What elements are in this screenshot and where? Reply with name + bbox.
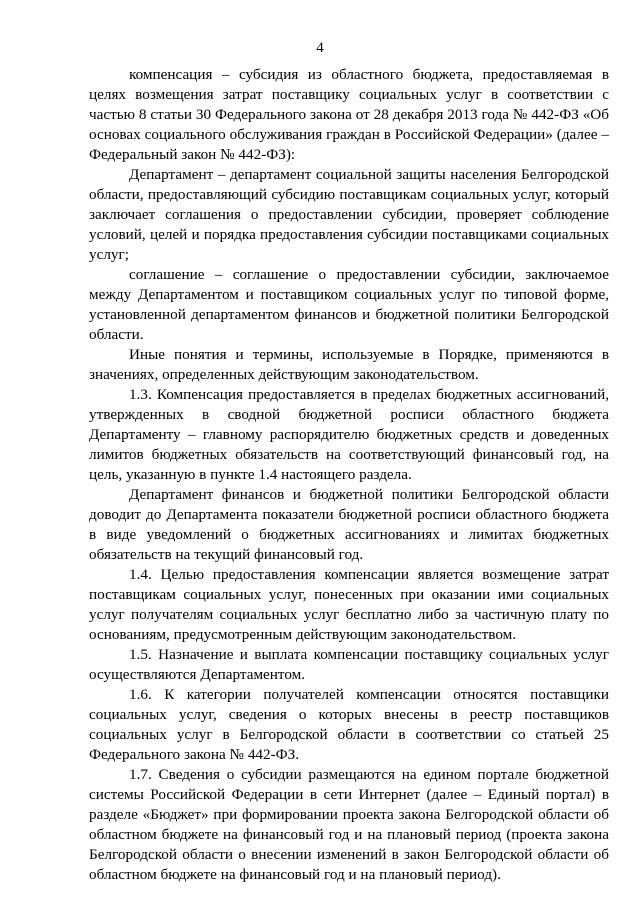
page-number: 4 xyxy=(316,40,324,56)
paragraph-compensation-definition: компенсация – субсидия из областного бюджета, предоставляемая в целях возмещения затрат поставщику социальных услуг в соответствии с частью 8 статьи 30 Федерального закона от 28 декабря 2013 года № 442-ФЗ «Об основах социального обслуживания граждан в Российской Федерации» (далее – Федеральный закон № 442-ФЗ): xyxy=(89,66,609,163)
paragraph-finance-department: Департамент финансов и бюджетной политики Белгородской области доводит до Департамента показатели бюджетной росписи областного бюджета в виде уведомлений о бюджетных ассигнованиях и лимитах бюджетных обязательств на текущий финансовый год. xyxy=(89,486,609,563)
paragraph-1-5: 1.5. Назначение и выплата компенсации поставщику социальных услуг осуществляются Департаментом. xyxy=(89,646,609,683)
paragraph-1-3: 1.3. Компенсация предоставляется в пределах бюджетных ассигнований, утвержденных в сводной бюджетной росписи областного бюджета Департаменту – главному распорядителю бюджетных средств и доведенных лимитов бюджетных обязательств на соответствующий финансовый год, на цель, указанную в пункте 1.4 настоящего раздела. xyxy=(89,386,609,483)
document-body xyxy=(89,65,609,885)
paragraph-other-terms: Иные понятия и термины, используемые в Порядке, применяются в значениях, определенных действующим законодательством. xyxy=(89,346,609,383)
paragraph-1-6: 1.6. К категории получателей компенсации относятся поставщики социальных услуг, сведения о которых внесены в реестр поставщиков социальных услуг в Белгородской области в соответствии со статьей 25 Федерального закона № 442-ФЗ. xyxy=(89,686,609,763)
paragraph-1-7: 1.7. Сведения о субсидии размещаются на едином портале бюджетной системы Российской Федерации в сети Интернет (далее – Единый портал) в разделе «Бюджет» при формировании проекта закона Белгородской области об областном бюджете на финансовый год и на плановый период (проекта закона Белгородской области о внесении изменений в закон Белгородской области об областном бюджете на финансовый год и на плановый период). xyxy=(89,766,609,883)
paragraph-1-4: 1.4. Целью предоставления компенсации является возмещение затрат поставщикам социальных услуг, понесенных при оказании ими социальных услуг получателям социальных услуг бесплатно либо за частичную плату по основаниям, предусмотренным действующим законодательством. xyxy=(89,566,609,643)
paragraph-agreement-definition: соглашение – соглашение о предоставлении субсидии, заключаемое между Департаментом и поставщиком социальных услуг по типовой форме, установленной департаментом финансов и бюджетной политики Белгородской области. xyxy=(89,266,609,343)
paragraph-department-definition: Департамент – департамент социальной защиты населения Белгородской области, предоставляющий субсидию поставщикам социальных услуг, который заключает соглашения о предоставлении субсидии, проверяет соблюдение условий, целей и порядка предоставления субсидии поставщиками социальных услуг; xyxy=(89,166,609,263)
